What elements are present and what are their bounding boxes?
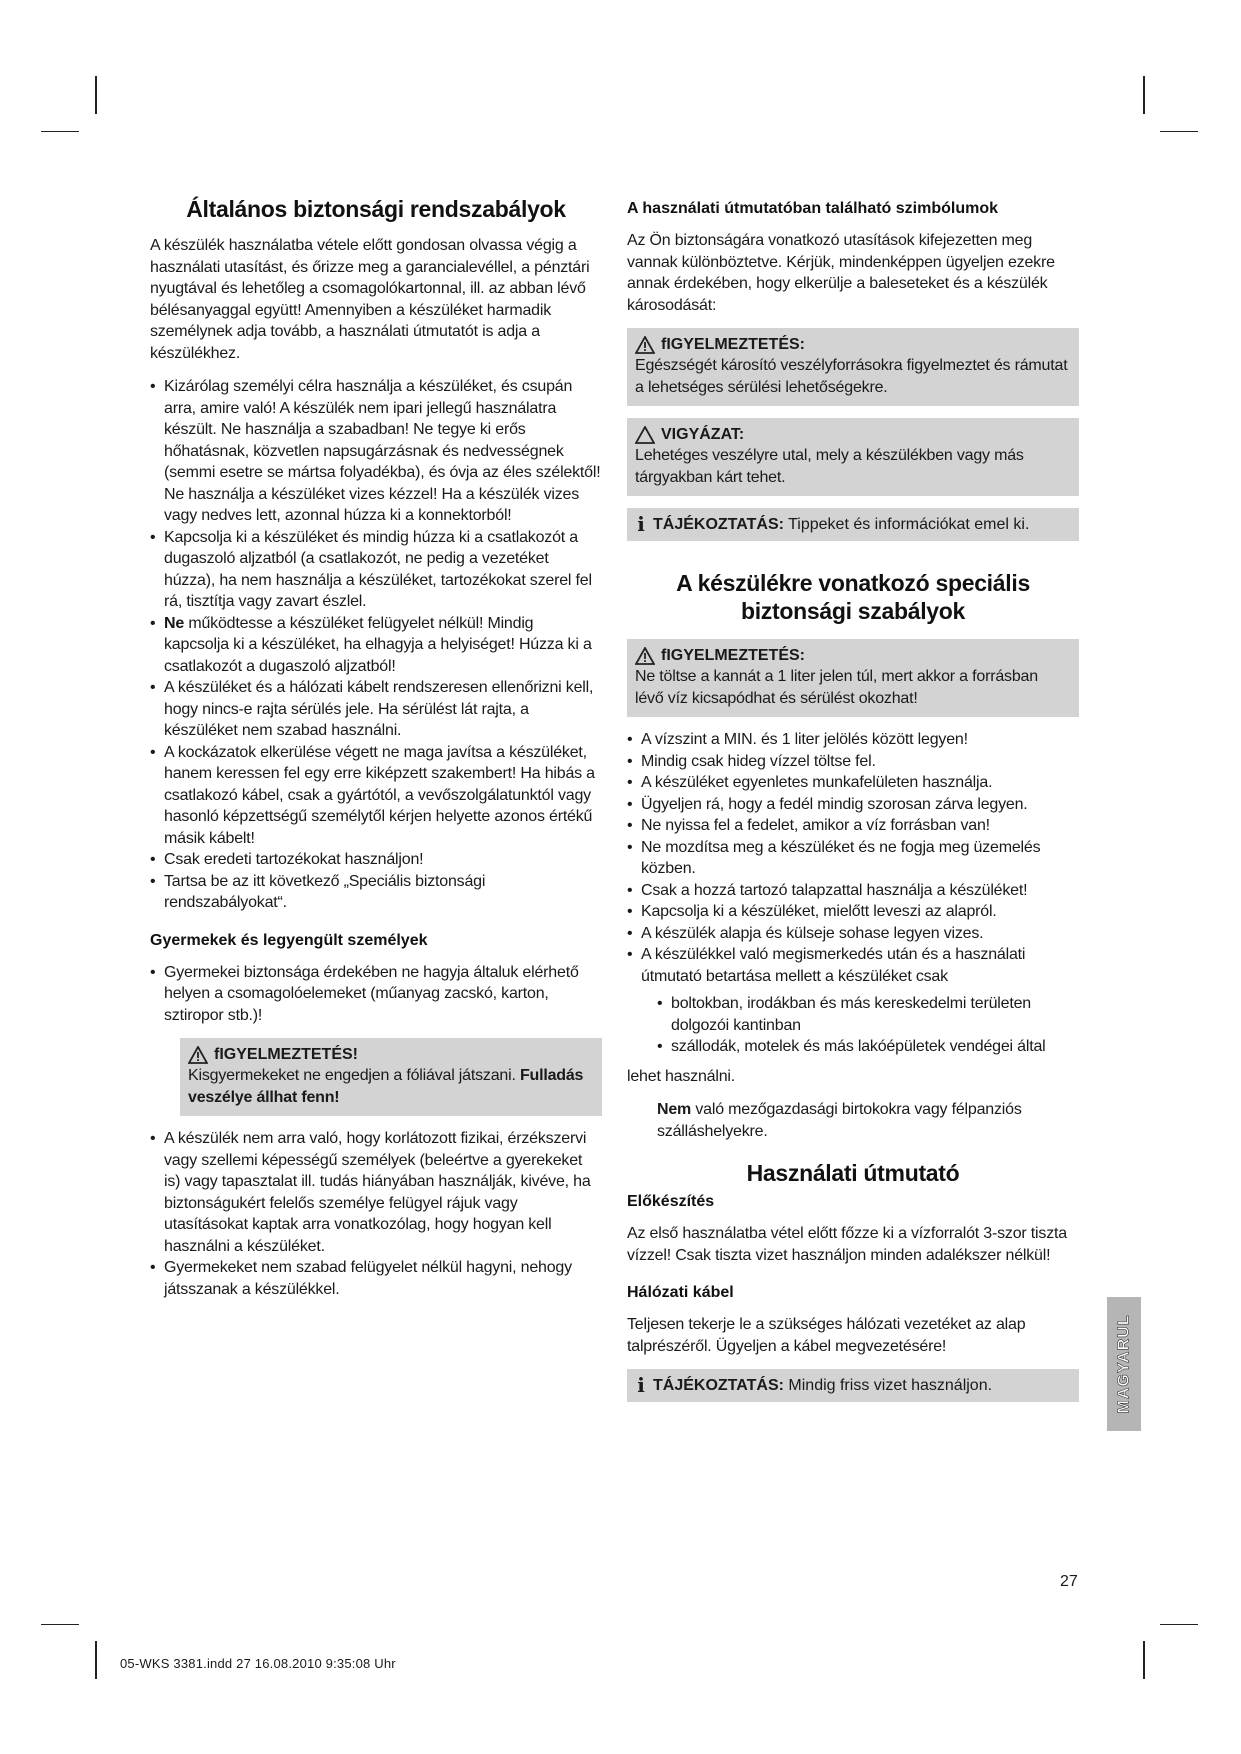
warning-box-1 (627, 328, 1079, 406)
warning-triangle-icon (188, 1046, 208, 1064)
list-item-text: működtesse a készüléket felügyelet nélkül! Mindig kapcsolja ki a készüléket, ha elhagyja a helyiséget! Húzza ki a csatlakozót a dugaszoló aljzatból! (164, 614, 592, 675)
prep-heading: Előkészítés (627, 1193, 715, 1210)
not-for-text (657, 1099, 1079, 1142)
caution-title-text: VIGYÁZAT: (661, 426, 745, 443)
not-for-rest: való mezőgazdasági birtokokra vagy félpanziós szálláshelyekre. (657, 1101, 1022, 1140)
list-item: • A készülék nem arra való, hogy korlátozott fizikai, érzékszervi vagy szellemi képességű személyek (beleértve a gyerekeket is) vagy tapasztalat ill. tudás hiányában használják, kivéve, ha biztonságukért felelős személye felügyel rájuk vagy utasításokat kaptak arra vonatkozólag, hogy hogyan kell használni a készüléket. (150, 1128, 602, 1257)
warning-title (635, 334, 1069, 355)
crop-mark (1143, 1641, 1145, 1679)
general-safety-list (150, 376, 602, 914)
info-text: Tippeket és információkat emel ki. (788, 516, 1030, 533)
general-safety-title: Általános biztonsági rendszabályok (186, 196, 566, 222)
children-list-2 (150, 1128, 602, 1300)
list-item: • Csak eredeti tartozékokat használjon! (150, 849, 602, 871)
list-item: • Csak a hozzá tartozó talapzattal használja a készüléket! (627, 880, 1079, 902)
page-number: 27 (1060, 1573, 1078, 1590)
info-label: TÁJÉKOZTATÁS: (653, 516, 784, 533)
caution-title (635, 424, 1069, 445)
bold-ne: Ne (164, 614, 185, 632)
language-tab (1107, 1297, 1141, 1431)
warning-text-bold: Fulladás veszélye állhat fenn! (188, 1067, 584, 1106)
list-item: • Mindig csak hideg vízzel töltse fel. (627, 751, 1079, 773)
symbols-intro: Az Ön biztonságára vonatkozó utasítások kifejezetten meg vannak különböztetve. Kérjük, mindenképpen ügyeljen ezekre annak érdekében, hogy elkerülje a baleseteket és a készülék károsodását: (627, 232, 1055, 314)
special-title-line-2: biztonsági szabályok (740, 598, 966, 624)
language-tab-label: MAGYARUL (1115, 1314, 1132, 1414)
list-item: • Kizárólag személyi célra használja a készüléket, és csupán arra, amire való! A készülék nem ipari jellegű használatra készült. Ne használja a szabadban! Ne tegye ki erős hőhatásnak, közvetlen napsugárzásnak és nedvességnek (semmi esetre se mártsa folyadékba), és óvja az éles szélektől! Ne használja a készüléket vizes kézzel! Ha a készülék vizes vagy nedves lett, azonnal húzza ki a konnektorból! (150, 376, 602, 527)
special-safety-title (627, 569, 1079, 625)
crop-mark (95, 76, 97, 114)
symbols-heading: A használati útmutatóban található szimbólumok (627, 200, 998, 217)
list-item: • A készüléket és a hálózati kábelt rendszeresen ellenőrizni kell, hogy nincs-e rajta sérülés jele. Ha sérülést lát rajta, a készüléket nem szabad használni. (150, 677, 602, 742)
warning-box-2 (627, 639, 1079, 717)
list-item: • Gyermekei biztonsága érdekében ne hagyja általuk elérhető helyen a csomagolóelemeket (műanyag zacskó, karton, sztiropor stb.)! (150, 962, 602, 1027)
caution-box (627, 418, 1079, 496)
print-footer: 05-WKS 3381.indd 27 16.08.2010 9:35:08 Uhr (120, 1656, 396, 1671)
crop-mark (95, 1641, 97, 1679)
right-column (627, 196, 1079, 1414)
info-text-wrap (653, 514, 1029, 535)
left-column (150, 196, 602, 1314)
list-item: • Ne mozdítsa meg a készüléket és ne fogja meg üzemelés közben. (627, 837, 1079, 880)
list-item: • A vízszint a MIN. és 1 liter jelölés között legyen! (627, 729, 1079, 751)
children-list (150, 962, 602, 1027)
crop-mark (1143, 76, 1145, 114)
prep-text: Az első használatba vétel előtt főzze ki a vízforralót 3-szor tiszta vízzel! Csak tiszta vizet használjon minden adalékszer nélkül! (627, 1225, 1067, 1264)
info-box-1 (627, 508, 1079, 541)
warning-box-children (180, 1038, 602, 1116)
warning-text: Ne töltse a kannát a 1 liter jelen túl, mert akkor a forrásban lévő víz kicsapódhat és sérülést okozhat! (635, 668, 1038, 707)
allowed-places-list (657, 993, 1079, 1058)
list-item: • Gyermekeket nem szabad felügyelet nélkül hagyni, nehogy játsszanak a készülékkel. (150, 1257, 602, 1300)
info-text: Mindig friss vizet használjon. (788, 1377, 993, 1394)
not-for-bold: Nem (657, 1101, 692, 1118)
cable-heading: Hálózati kábel (627, 1284, 734, 1301)
list-item: • Ne nyissa fel a fedelet, amikor a víz forrásban van! (627, 815, 1079, 837)
crop-mark (1160, 131, 1198, 132)
warning-title (635, 645, 1069, 666)
list-item: • A készüléket egyenletes munkafelületen használja. (627, 772, 1079, 794)
list-item: • Kapcsolja ki a készüléket, mielőtt leveszi az alapról. (627, 901, 1079, 923)
crop-mark (41, 131, 79, 132)
caution-text: Lehetéges veszélyre utal, mely a készülékben vagy más tárgyakban kárt tehet. (635, 447, 1024, 486)
list-item: • szállodák, motelek és más lakóépületek vendégei által (657, 1036, 1079, 1058)
warning-text-normal: Kisgyermekeket ne engedjen a fóliával játszani. (188, 1067, 516, 1084)
warning-title-text: fIGYELMEZTETÉS: (661, 647, 805, 664)
special-safety-list (627, 729, 1079, 987)
caution-triangle-icon (635, 426, 655, 444)
list-item: • A készülékkel való megismerkedés után és a használati útmutató betartása mellett a készüléket csak (627, 944, 1079, 987)
warning-triangle-icon (635, 647, 655, 665)
warning-title-text: fIGYELMEZTETÉS: (661, 336, 805, 353)
list-item: • Ügyeljen rá, hogy a fedél mindig szorosan zárva legyen. (627, 794, 1079, 816)
cable-text: Teljesen tekerje le a szükséges hálózati vezetéket az alap talprészéről. Ügyeljen a kábel megvezetésére! (627, 1316, 1026, 1355)
crop-mark (1160, 1624, 1198, 1625)
general-safety-intro: A készülék használatba vétele előtt gondosan olvassa végig a használati utasítást, és őrizze meg a garancialevéllel, a pénztári nyugtával és lehetőleg a csomagolókartonnal, ill. az abban lévő bélésanyaggal együtt! Amennyiben a készüléket harmadik személynek adja tovább, a használati útmutatót is adja a készülékhez. (150, 237, 590, 362)
info-icon: i (637, 1373, 645, 1397)
list-item: • A készülék alapja és külseje sohase legyen vizes. (627, 923, 1079, 945)
list-item: • Tartsa be az itt következő „Speciális biztonsági rendszabályokat“. (150, 871, 602, 914)
usage-title: Használati útmutató (746, 1160, 960, 1186)
warning-text: Egészségét károsító veszélyforrásokra figyelmeztet és rámutat a lehetséges sérülési lehetőségekre. (635, 357, 1068, 396)
special-title-line-1: A készülékre vonatkozó speciális (676, 570, 1030, 596)
list-item (150, 613, 602, 678)
list-item: • boltokban, irodákban és más kereskedelmi területen dolgozói kantinban (657, 993, 1079, 1036)
info-text-wrap (653, 1375, 992, 1396)
warning-title (188, 1044, 592, 1065)
info-box-2 (627, 1369, 1079, 1402)
warning-title-text: fIGYELMEZTETÉS! (214, 1046, 358, 1063)
info-icon: i (637, 512, 645, 536)
children-heading: Gyermekek és legyengült személyek (150, 931, 428, 949)
may-use-text: lehet használni. (627, 1067, 735, 1085)
list-item: • Kapcsolja ki a készüléket és mindig húzza ki a csatlakozót a dugaszoló aljzatból (a csatlakozót, ne pedig a vezetéket húzza), ha nem használja a készüléket, tartozékokat szerel fel rá, tisztítja vagy zavart észlel. (150, 527, 602, 613)
crop-mark (41, 1624, 79, 1625)
list-item: • A kockázatok elkerülése végett ne maga javítsa a készüléket, hanem keressen fel egy erre kiképzett szakembert! Ha hibás a csatlakozó kábel, csak a gyártótól, a vevőszolgálatunktól vagy hasonló képzettségű személytől kérjen helyette azonos értékű másik kábelt! (150, 742, 602, 850)
info-label: TÁJÉKOZTATÁS: (653, 1377, 784, 1394)
warning-triangle-icon (635, 336, 655, 354)
warning-text (188, 1065, 592, 1108)
